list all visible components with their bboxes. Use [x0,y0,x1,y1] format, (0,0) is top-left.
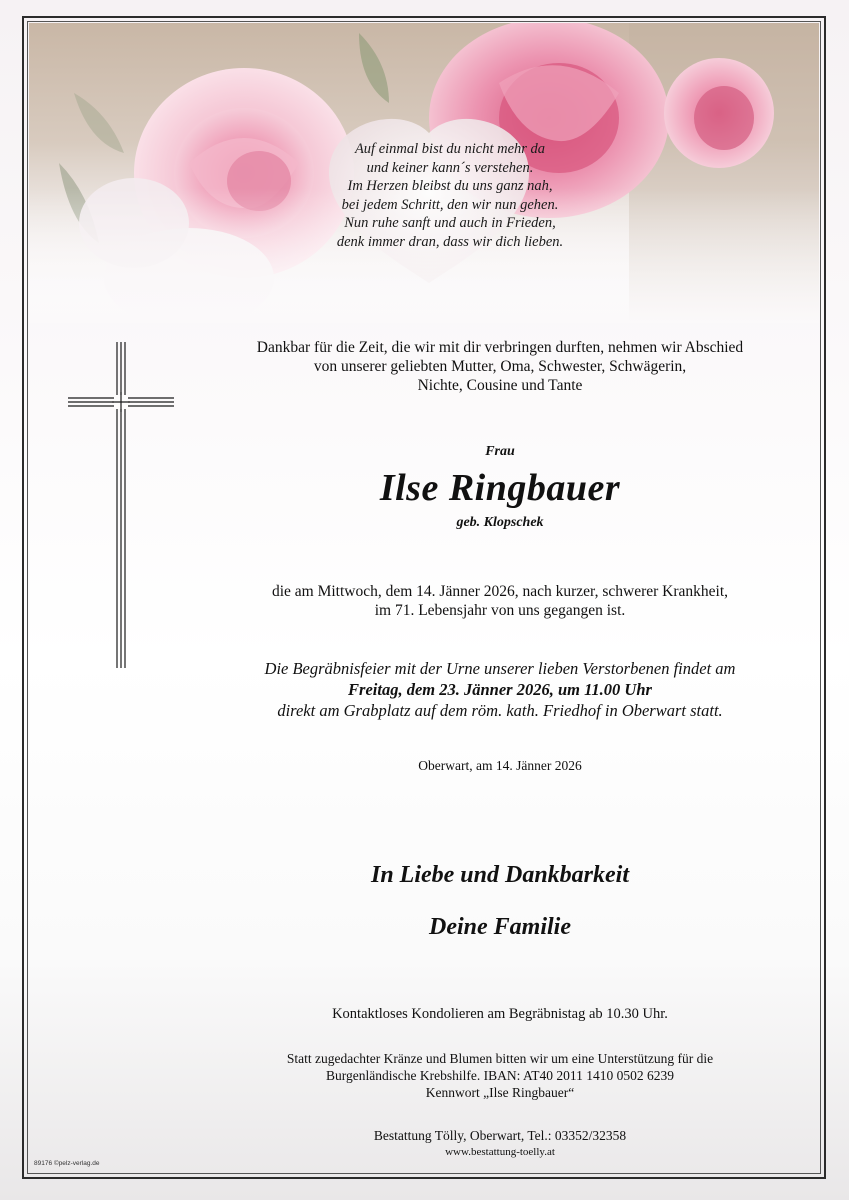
poem-line: denk immer dran, dass wir dich lieben. [336,233,564,250]
death-line: im 71. Lebensjahr von uns gegangen ist. [374,602,626,619]
family-signature: Deine Familie [429,914,571,940]
donation-line: Burgenländische Krebshilfe. IBAN: AT40 2011 1410 0502 6239 [326,1068,674,1083]
funeral-date: Freitag, dem 23. Jänner 2026, um 11.00 Uhr [348,680,652,699]
poem-line: und keiner kann´s verstehen. [366,159,534,176]
undertaker-website: www.bestattung-toelly.at [445,1146,555,1158]
condolence-note: Kontaktloses Kondolieren am Begräbnistag ab 10.30 Uhr. [332,1006,668,1022]
poem-line: bei jedem Schritt, den wir nun gehen. [341,196,559,213]
intro-line: von unserer geliebten Mutter, Oma, Schwester, Schwägerin, [313,358,687,375]
intro-line: Nichte, Cousine und Tante [417,377,583,394]
funeral-details [160,658,840,721]
print-code: 89176 ©pelz-verlag.de [34,1160,100,1167]
poem-line: Auf einmal bist du nicht mehr da [354,141,546,157]
deceased-name: Ilse Ringbauer [379,467,621,509]
donation-line: Statt zugedachter Kränze und Blumen bitten wir um eine Unterstützung für die [286,1051,714,1066]
funeral-line: Die Begräbnisfeier mit der Urne unserer lieben Verstorbenen findet am [264,659,736,678]
poem-line: Im Herzen bleibst du uns ganz nah, [347,178,553,195]
death-notice [160,582,840,620]
poem-line: Nun ruhe sanft und auch in Frieden, [344,215,556,232]
undertaker-contact: Bestattung Tölly, Oberwart, Tel.: 03352/32358 [373,1128,627,1143]
funeral-location: direkt am Grabplatz auf dem röm. kath. Friedhof in Oberwart statt. [277,701,723,720]
poem [250,140,650,252]
intro-line: Dankbar für die Zeit, die wir mit dir verbringen durften, nehmen wir Abschied [256,339,744,356]
donation-note [160,1050,840,1101]
place-and-date: Oberwart, am 14. Jänner 2026 [418,758,582,773]
closing-phrase: In Liebe und Dankbarkeit [370,862,630,888]
maiden-name: geb. Klopschek [456,515,544,530]
donation-line: Kennwort „Ilse Ringbauer“ [425,1085,575,1100]
intro-text [160,338,840,395]
death-line: die am Mittwoch, dem 14. Jänner 2026, nach kurzer, schwerer Krankheit, [271,583,729,600]
name-prefix: Frau [485,444,515,459]
